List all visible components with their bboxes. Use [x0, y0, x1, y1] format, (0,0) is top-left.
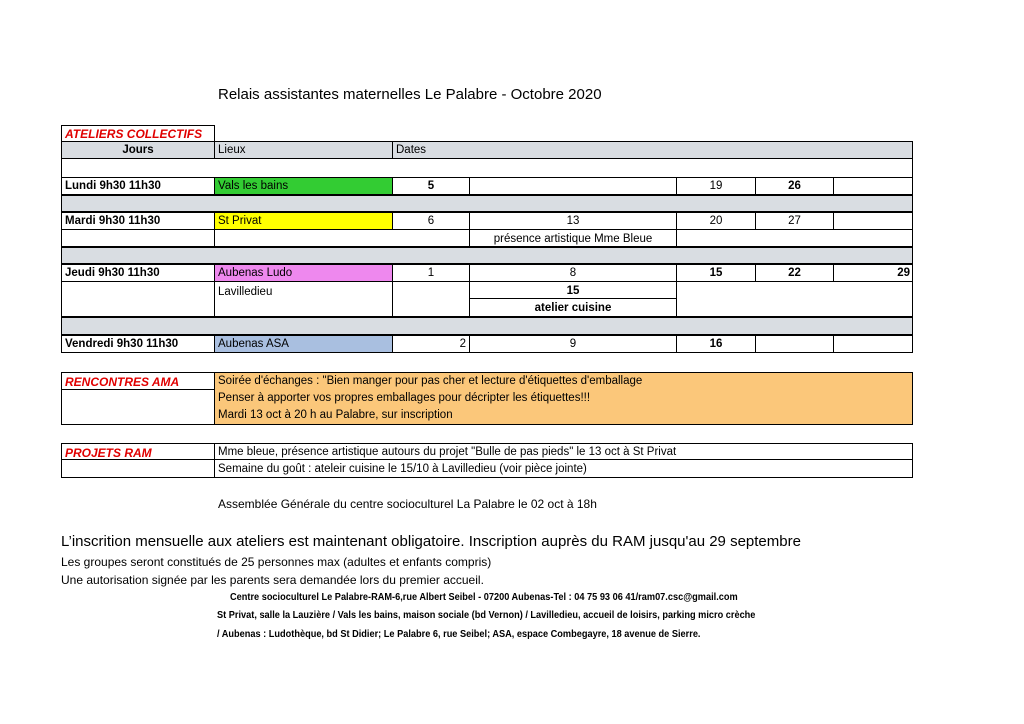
row-vendredi-date: 9 — [469, 335, 677, 353]
inscription-note: L’inscrition mensuelle aux ateliers est maintenant obligatoire. Inscription auprès du RAM jusqu'au 29 septembre — [61, 533, 801, 550]
projets-line: Mme bleue, présence artistique autours du projet "Bulle de pas pieds" le 13 oct à St Privat — [214, 443, 913, 460]
header-lieux: Lieux — [214, 141, 393, 159]
lieux-line-2: / Aubenas : Ludothèque, bd St Didier; Le Palabre 6, rue Seibel; ASA, espace Combegayre, 18 avenue de Sierre. — [217, 629, 701, 640]
row-lundi-date — [469, 177, 677, 195]
spacer-row — [61, 159, 913, 177]
row-vendredi-empty — [833, 335, 913, 353]
groupes-note: Les groupes seront constitués de 25 personnes max (adultes et enfants compris) — [61, 555, 492, 569]
row-jeudi-sub — [392, 281, 470, 317]
row-lundi-date: 26 — [755, 177, 834, 195]
ateliers-section-label: ATELIERS COLLECTIFS — [61, 125, 215, 142]
row-mardi-date: 27 — [755, 212, 834, 230]
separator-row — [61, 195, 913, 212]
row-vendredi-date: 2 — [392, 335, 470, 353]
row-jeudi-lieu: Aubenas Ludo — [214, 264, 393, 282]
row-jeudi-date: 1 — [392, 264, 470, 282]
row-mardi-jour: Mardi 9h30 11h30 — [61, 212, 215, 230]
rencontres-line: Mardi 13 oct à 20 h au Palabre, sur inscription — [218, 409, 453, 421]
rencontres-line: Soirée d'échanges : "Bien manger pour pas cher et lecture d'étiquettes d'emballage — [218, 375, 643, 387]
row-mardi-date: 13 — [469, 212, 677, 230]
row-vendredi-lieu: Aubenas ASA — [214, 335, 393, 353]
row-jeudi-lieu2: Lavilledieu — [214, 281, 393, 317]
row-lundi-date: 5 — [392, 177, 470, 195]
row-vendredi-empty — [755, 335, 834, 353]
separator-row — [61, 317, 913, 335]
row-jeudi-extra-note: atelier cuisine — [469, 298, 677, 317]
header-dates: Dates — [392, 141, 913, 159]
row-jeudi-date: 22 — [755, 264, 834, 282]
centre-contact: Centre socioculturel Le Palabre-RAM-6,rue Albert Seibel - 07200 Aubenas-Tel : 04 75 93 06 41/ram07.csc@gmail.com — [230, 592, 738, 603]
row-jeudi-date: 29 — [833, 264, 913, 282]
row-lundi-lieu: Vals les bains — [214, 177, 393, 195]
row-mardi-sub — [214, 229, 470, 247]
assemblee-note: Assemblée Générale du centre socioculturel La Palabre le 02 oct à 18h — [218, 497, 597, 511]
autorisation-note: Une autorisation signée par les parents sera demandée lors du premier accueil. — [61, 573, 484, 587]
rencontres-label: RENCONTRES AMA — [61, 372, 215, 390]
row-lundi-empty — [833, 177, 913, 195]
row-jeudi-extra-date: 15 — [469, 281, 677, 299]
projets-line: Semaine du goût : ateleir cuisine le 15/10 à Lavilledieu (voir pièce jointe) — [214, 459, 913, 478]
row-vendredi-date: 16 — [676, 335, 756, 353]
row-mardi-sub — [61, 229, 215, 247]
row-jeudi-date: 8 — [469, 264, 677, 282]
rencontres-box — [214, 372, 913, 425]
header-jours: Jours — [61, 141, 215, 159]
projets-label: PROJETS RAM — [61, 443, 215, 460]
separator-row — [61, 247, 913, 264]
row-mardi-lieu: St Privat — [214, 212, 393, 230]
row-lundi-jour: Lundi 9h30 11h30 — [61, 177, 215, 195]
rencontres-line: Penser à apporter vos propres emballages pour décripter les étiquettes!!! — [218, 392, 591, 404]
page-title: Relais assistantes maternelles Le Palabre - Octobre 2020 — [218, 86, 602, 103]
lieux-line-1: St Privat, salle la Lauzière / Vals les bains, maison sociale (bd Vernon) / Lavilledieu, accueil de loisirs, parking micro crèche — [217, 610, 756, 621]
row-jeudi-sub — [676, 281, 913, 317]
row-lundi-date: 19 — [676, 177, 756, 195]
row-mardi-note: présence artistique Mme Bleue — [469, 229, 677, 247]
row-mardi-date: 6 — [392, 212, 470, 230]
row-jeudi-sub — [61, 281, 215, 317]
row-mardi-sub — [676, 229, 913, 247]
row-jeudi-jour: Jeudi 9h30 11h30 — [61, 264, 215, 282]
row-jeudi-date: 15 — [676, 264, 756, 282]
rencontres-label-empty — [61, 389, 215, 425]
projets-label-empty — [61, 459, 215, 478]
row-mardi-empty — [833, 212, 913, 230]
row-vendredi-jour: Vendredi 9h30 11h30 — [61, 335, 215, 353]
row-mardi-date: 20 — [676, 212, 756, 230]
